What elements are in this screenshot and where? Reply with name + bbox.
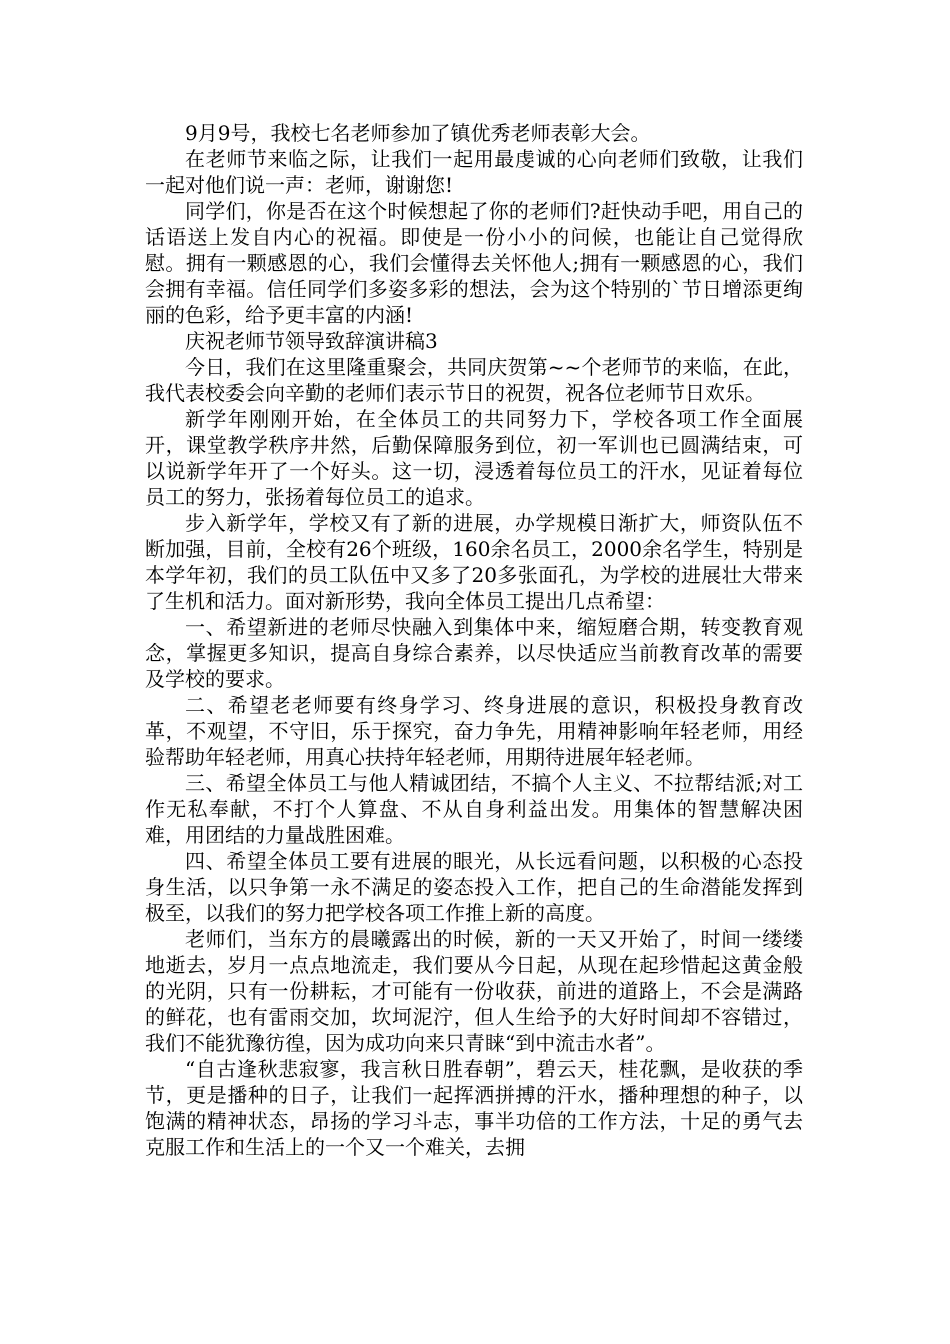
paragraph-2: 在老师节来临之际，让我们一起用最虔诚的心向老师们致敬，让我们一起对他们说一声：老师，谢谢您! [145, 147, 803, 197]
paragraph-5: 今日，我们在这里隆重聚会，共同庆贺第~~个老师节的来临，在此，我代表校委会向辛勤的老师们表示节日的祝贺，祝各位老师节日欢乐。 [145, 355, 803, 405]
paragraph-13: “自古逢秋悲寂寥，我言秋日胜春朝”，碧云天，桂花飘，是收获的季节，更是播种的日子，让我们一起挥洒拼搏的汗水，播种理想的种子，以饱满的精神状态，昂扬的学习斗志，事半功倍的工作方法，十足的勇气去克服工作和生活上的一个又一个难关，去拥 [145, 1057, 803, 1159]
paragraph-6: 新学年刚刚开始，在全体员工的共同努力下，学校各项工作全面展开，课堂教学秩序井然，后勤保障服务到位，初一军训也已圆满结束，可以说新学年开了一个好头。这一切，浸透着每位员工的汗水，见证着每位员工的努力，张扬着每位员工的追求。 [145, 407, 803, 509]
section-heading: 庆祝老师节领导致辞演讲稿3 [185, 329, 438, 353]
document-body [145, 120, 803, 1160]
paragraph-1: 9月9号，我校七名老师参加了镇优秀老师表彰大会。 [185, 121, 651, 145]
paragraph-3: 同学们，你是否在这个时候想起了你的老师们?赶快动手吧，用自己的话语送上发自内心的祝福。即使是一份小小的问候，也能让自己觉得欣慰。拥有一颗感恩的心，我们会懂得去关怀他人;拥有一颗感恩的心，我们会拥有幸福。信任同学们多姿多彩的想法，会为这个特别的`节日增添更绚丽的色彩，给予更丰富的内涵! [145, 199, 803, 327]
paragraph-7: 步入新学年，学校又有了新的进展，办学规模日渐扩大，师资队伍不断加强，目前，全校有26个班级，160余名员工，2000余名学生，特别是本学年初，我们的员工队伍中又多了20多张面孔，为学校的进展壮大带来了生机和活力。面对新形势，我向全体员工提出几点希望： [145, 511, 803, 613]
paragraph-8: 一、希望新进的老师尽快融入到集体中来，缩短磨合期，转变教育观念，掌握更多知识，提高自身综合素养，以尽快适应当前教育改革的需要及学校的要求。 [145, 615, 803, 691]
paragraph-11: 四、希望全体员工要有进展的眼光，从长远看问题，以积极的心态投身生活，以只争第一永不满足的姿态投入工作，把自己的生命潜能发挥到极至，以我们的努力把学校各项工作推上新的高度。 [145, 849, 803, 925]
paragraph-10: 三、希望全体员工与他人精诚团结，不搞个人主义、不拉帮结派;对工作无私奉献，不打个人算盘、不从自身利益出发。用集体的智慧解决困难，用团结的力量战胜困难。 [145, 771, 803, 847]
paragraph-9: 二、希望老老师要有终身学习、终身进展的意识，积极投身教育改革，不观望，不守旧，乐于探究，奋力争先，用精神影响年轻老师，用经验帮助年轻老师，用真心扶持年轻老师，用期待进展年轻老师。 [145, 693, 803, 769]
paragraph-12: 老师们，当东方的晨曦露出的时候，新的一天又开始了，时间一缕缕地逝去，岁月一点点地流走，我们要从今日起，从现在起珍惜起这黄金般的光阴，只有一份耕耘，才可能有一份收获，前进的道路上，不会是满路的鲜花，也有雷雨交加，坎坷泥泞，但人生给予的大好时间却不容错过，我们不能犹豫彷徨，因为成功向来只青睐“到中流击水者”。 [145, 927, 803, 1055]
